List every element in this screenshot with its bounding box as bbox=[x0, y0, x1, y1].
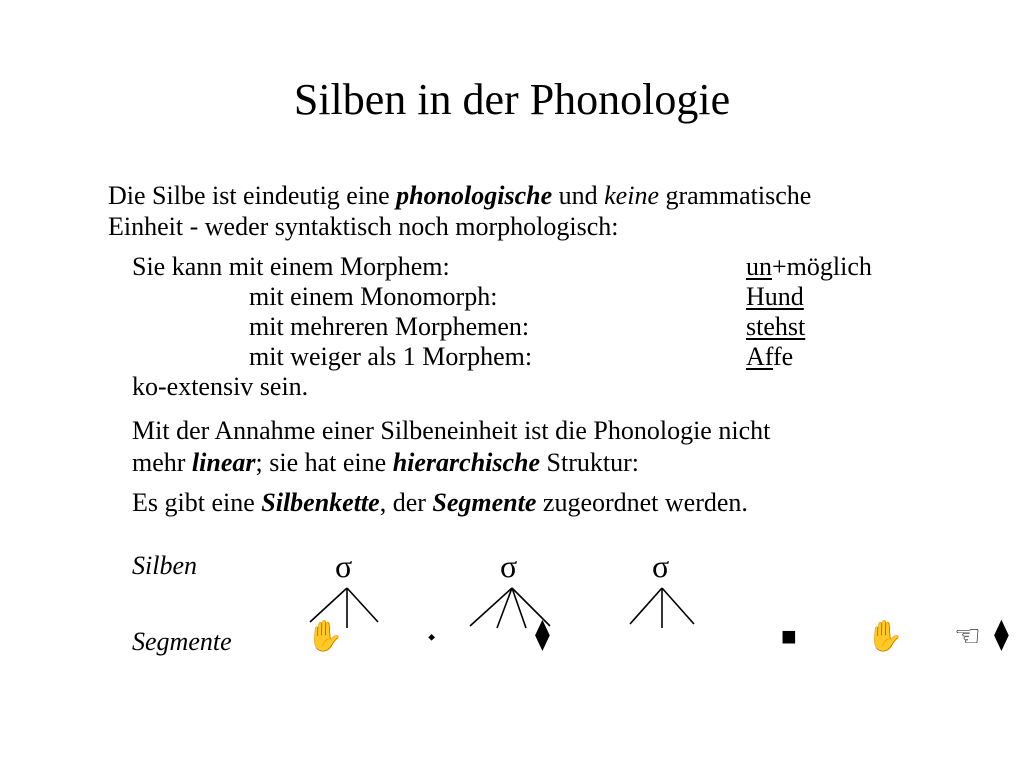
example-underlined: Hund bbox=[746, 282, 804, 311]
hierarchy-line-1: Mit der Annahme einer Silbeneinheit ist die Phonologie nicht bbox=[132, 416, 771, 445]
segment-hand-icon: ✋ bbox=[866, 620, 904, 653]
emphasis-silbenkette: Silbenkette bbox=[261, 488, 380, 517]
segmente-label: Segmente bbox=[132, 627, 232, 656]
tree-branch bbox=[347, 588, 378, 622]
segment-pointing-hand-icon: ☜ bbox=[954, 620, 981, 653]
silben-label: Silben bbox=[132, 551, 197, 580]
segment-diamond-icon: ⧫ bbox=[535, 618, 550, 651]
morph-row-label: mit weiger als 1 Morphem: bbox=[249, 342, 533, 371]
hier-text: mehr bbox=[132, 448, 192, 477]
sigma-symbol: σ bbox=[500, 548, 518, 584]
emphasis-hierarchische: hierarchische bbox=[392, 448, 541, 477]
intro-line-2: Einheit - weder syntaktisch noch morphologisch: bbox=[108, 212, 619, 241]
tree-branch bbox=[630, 588, 662, 624]
morph-row-label: mit einem Monomorph: bbox=[249, 282, 498, 311]
emphasis-keine: keine bbox=[604, 181, 659, 210]
morph-row-label: Sie kann mit einem Morphem: bbox=[132, 252, 450, 281]
chain-text: zugeordnet werden. bbox=[536, 488, 748, 517]
example-underlined: stehst bbox=[746, 312, 806, 341]
emphasis-segmente: Segmente bbox=[432, 488, 537, 517]
example-rest: fe bbox=[772, 342, 794, 371]
intro-text: Die Silbe ist eindeutig eine bbox=[108, 181, 397, 210]
segment-square-icon: ■ bbox=[781, 622, 797, 651]
hier-text: ; sie hat eine bbox=[255, 448, 393, 477]
intro-text: und bbox=[552, 181, 605, 210]
hier-text: Struktur: bbox=[540, 448, 639, 477]
emphasis-phonologische: phonologische bbox=[396, 181, 553, 210]
tree-branch bbox=[310, 588, 347, 622]
segment-diamond-icon: ⧫ bbox=[994, 618, 1009, 651]
chain-text: , der bbox=[379, 488, 433, 517]
example-rest: +möglich bbox=[772, 252, 872, 281]
page-title: Silben in der Phonologie bbox=[293, 75, 731, 124]
sigma-symbol: σ bbox=[652, 548, 670, 584]
morph-closing: ko-extensiv sein. bbox=[132, 372, 309, 401]
example-underlined: Af bbox=[746, 342, 773, 371]
emphasis-linear: linear bbox=[191, 448, 256, 477]
example-underlined: un bbox=[746, 252, 772, 281]
morph-row-label: mit mehreren Morphemen: bbox=[249, 312, 530, 341]
intro-text: grammatische bbox=[658, 181, 812, 210]
sigma-symbol: σ bbox=[335, 548, 353, 584]
chain-text: Es gibt eine bbox=[132, 488, 262, 517]
tree-branch bbox=[662, 588, 694, 624]
segment-small-diamond-icon: ⬩ bbox=[428, 626, 436, 648]
segment-hand-icon: ✋ bbox=[306, 620, 344, 653]
